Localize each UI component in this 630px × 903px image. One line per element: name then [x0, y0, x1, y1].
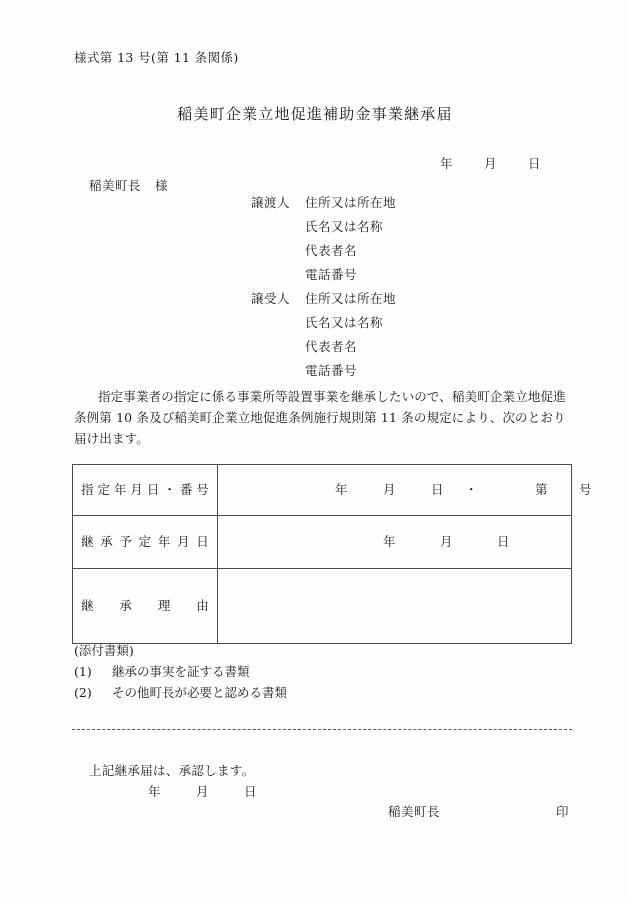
page-title: 稲美町企業立地促進補助金事業継承届 — [177, 105, 453, 123]
attachments-section — [74, 640, 287, 703]
transferee-representative-row — [251, 338, 396, 362]
separator-dot: ・ — [465, 481, 478, 497]
table-row — [73, 465, 572, 516]
list-item — [74, 661, 287, 682]
succession-date-value[interactable] — [218, 516, 572, 569]
approval-statement: 上記継承届は、承認します。 — [89, 763, 255, 778]
day-label: 日 — [497, 533, 510, 549]
succession-date-label — [73, 516, 218, 569]
label-text: 指定年月日・番号 — [81, 481, 209, 497]
table-row — [73, 569, 572, 644]
transferee-phone-label: 電話番号 — [305, 363, 358, 378]
label-text: 継承予定年月日 — [81, 533, 209, 549]
form-number: 様式第 13 号(第 11 条関係) — [74, 50, 239, 65]
transferee-address-row — [251, 290, 396, 314]
transferee-address-label: 住所又は所在地 — [305, 291, 397, 306]
designation-date-number-value[interactable] — [218, 465, 592, 516]
transferee-role-label: 譲受人 — [251, 291, 291, 306]
succession-reason-label — [73, 569, 218, 644]
transferee-block — [251, 290, 396, 386]
attachment-text: その他町長が必要と認める書類 — [112, 685, 288, 700]
list-item — [74, 682, 287, 703]
addressee-line — [89, 177, 168, 196]
label-text: 継承理由 — [81, 597, 209, 613]
transferee-name-label: 氏名又は名称 — [305, 315, 384, 330]
year-label: 年 — [440, 156, 453, 171]
table-row — [73, 516, 572, 569]
designation-date-number-label — [73, 465, 218, 516]
month-label: 月 — [196, 784, 209, 799]
attachment-number: (1) — [74, 664, 92, 679]
month-label: 月 — [484, 156, 497, 171]
transferor-representative-label: 代表者名 — [305, 243, 358, 258]
form-table — [72, 464, 592, 644]
body-line-2: 条例第 10 条及び稲美町企業立地促進条例施行規則第 11 条の規定により、次のとおり — [74, 410, 566, 425]
number-suffix-label: 号 — [579, 481, 592, 497]
number-prefix-label: 第 — [535, 481, 548, 497]
body-line-1: 指定事業者の指定に係る事業所等設置事業を継承したいので、稲美町企業立地促進 — [98, 389, 566, 404]
transferee-name-row — [251, 314, 396, 338]
day-label: 日 — [528, 156, 541, 171]
transferor-phone-label: 電話番号 — [305, 267, 358, 282]
addressee-honorific: 様 — [155, 178, 169, 193]
attachment-text: 継承の事実を証する書類 — [112, 664, 250, 679]
month-label: 月 — [383, 481, 396, 497]
transferee-phone-row — [251, 362, 396, 386]
submission-date-line — [440, 155, 541, 174]
approval-date-line — [148, 783, 257, 802]
body-paragraph — [74, 386, 574, 449]
body-line-3: 届け出ます。 — [74, 431, 149, 446]
month-label: 月 — [440, 533, 453, 549]
transferor-representative-row — [251, 242, 396, 266]
day-label: 日 — [431, 481, 444, 497]
transferor-address-label: 住所又は所在地 — [305, 195, 397, 210]
addressee-recipient: 稲美町長 — [89, 178, 142, 193]
attachment-number: (2) — [74, 685, 92, 700]
attachments-heading: (添付書類) — [74, 643, 134, 658]
transferor-name-row — [251, 218, 396, 242]
transferor-name-label: 氏名又は名称 — [305, 219, 384, 234]
succession-date-line — [383, 534, 510, 549]
year-label: 年 — [148, 784, 161, 799]
designation-value-line — [335, 482, 592, 497]
succession-reason-value[interactable] — [218, 569, 572, 644]
dotted-separator — [72, 729, 572, 730]
day-label: 日 — [244, 784, 257, 799]
transferor-phone-row — [251, 266, 396, 290]
year-label: 年 — [335, 481, 348, 497]
approval-signer: 稲美町長 — [388, 804, 441, 819]
transferor-role-label: 譲渡人 — [251, 195, 291, 210]
seal-stamp-mark: 印 — [556, 804, 569, 819]
transferor-block — [251, 194, 396, 290]
transferee-representative-label: 代表者名 — [305, 339, 358, 354]
year-label: 年 — [383, 533, 396, 549]
transferor-address-row — [251, 194, 396, 218]
